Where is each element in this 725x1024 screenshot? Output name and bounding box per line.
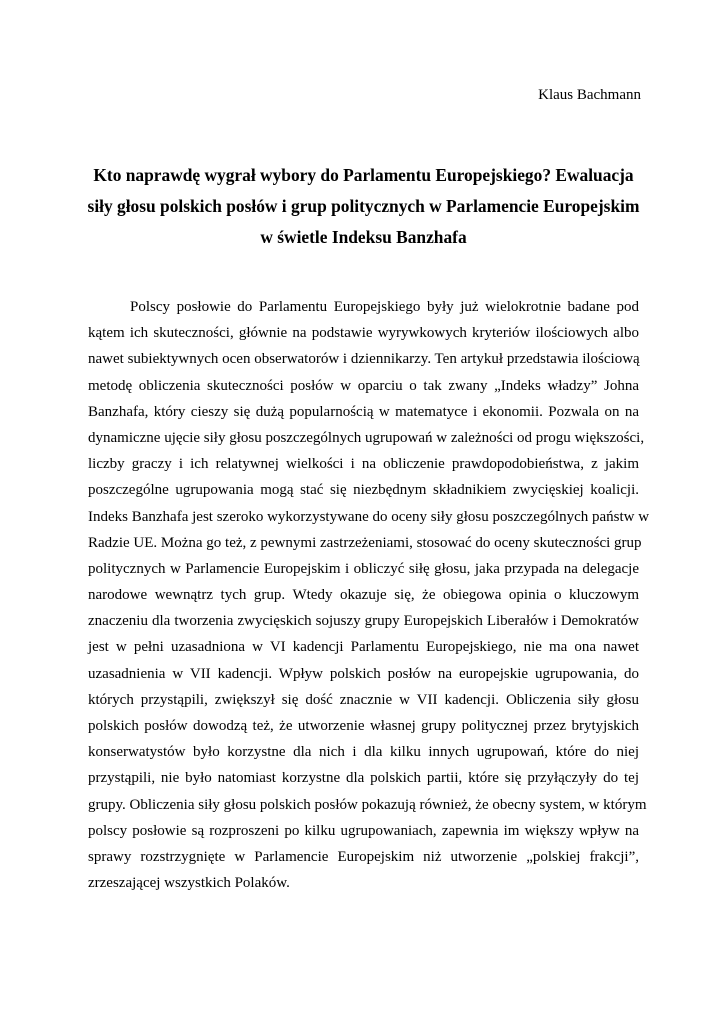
title-line: siły głosu polskich posłów i grup politycznych w Parlamencie Europejskim <box>87 196 640 216</box>
title-line: Kto naprawdę wygrał wybory do Parlamentu Europejskiego? Ewaluacja <box>93 165 634 185</box>
paragraph-line: przystąpili, nie było natomiast korzystne dla polskich partii, które się przyłączyły do tej <box>88 770 639 787</box>
paragraph-line: polscy posłowie są rozproszeni po kilku ugrupowaniach, zapewnia im większy wpływ na <box>88 822 639 839</box>
title-line: w świetle Indeksu Banzhafa <box>260 227 467 247</box>
paragraph-line: Radzie UE. Można go też, z pewnymi zastrzeżeniami, stosować do oceny skuteczności grup <box>88 534 642 551</box>
paragraph-line: liczby graczy i ich relatywnej wielkości i na obliczenie prawdopodobieństwa, z jakim <box>88 456 639 473</box>
paragraph-line: konserwatystów było korzystne dla nich i dla kilku innych ugrupowań, które do niej <box>88 744 639 761</box>
paragraph-line: których przystąpili, zwiększył się dość znacznie w VII kadencji. Obliczenia siły głosu <box>88 691 639 708</box>
paragraph-line: sprawy rozstrzygnięte w Parlamencie Europejskim niż utworzenie „polskiej frakcji”, <box>88 848 639 865</box>
paragraph-line: Polscy posłowie do Parlamentu Europejskiego były już wielokrotnie badane pod <box>130 299 639 315</box>
paragraph-line: jest w pełni uzasadniona w VI kadencji Parlamentu Europejskiego, nie ma ona nawet <box>88 639 639 656</box>
paragraph-line: metodę obliczenia skuteczności posłów w oparciu o tak zwany „Indeks władzy” Johna <box>88 377 639 394</box>
paragraph-line: kątem ich skuteczności, głównie na podstawie wyrywkowych kryteriów ilościowych albo <box>88 325 639 342</box>
paragraph-line: nawet subiektywnych ocen obserwatorów i dziennikarzy. Ten artykuł przedstawia ilościową <box>88 351 640 368</box>
paragraph-line: zrzeszającej wszystkich Polaków. <box>88 875 290 892</box>
abstract-paragraph <box>88 294 650 896</box>
paragraph-line: politycznych w Parlamencie Europejskim i obliczyć siłę głosu, jaka przypada na delegacje <box>88 560 639 577</box>
paragraph-line: uzasadnienia w VII kadencji. Wpływ polskich posłów na europejskie ugrupowania, do <box>88 665 639 682</box>
paragraph-line: polskich posłów dowodzą też, że utworzenie własnej grupy politycznej przez brytyjskich <box>88 718 639 734</box>
paragraph-line: poszczególne ugrupowania mogą stać się niezbędnym składnikiem zwycięskiej koalicji. <box>88 482 639 499</box>
paragraph-line: dynamiczne ujęcie siły głosu poszczególnych ugrupowań w zależności od progu większości, <box>88 429 645 446</box>
article-title <box>70 160 657 253</box>
author-name: Klaus Bachmann <box>538 87 641 103</box>
paragraph-line: Banzhafa, który cieszy się dużą popularnością w matematyce i ekonomii. Pozwala on na <box>88 403 639 420</box>
paragraph-line: Indeks Banzhafa jest szeroko wykorzystywane do oceny siły głosu poszczególnych państw w <box>88 508 650 525</box>
paragraph-line: narodowe wewnątrz tych grup. Wtedy okazuje się, że obiegowa opinia o kluczowym <box>88 587 639 604</box>
paragraph-line: znaczeniu dla tworzenia zwycięskich sojuszy grupy Europejskich Liberałów i Demokratów <box>88 613 639 630</box>
paragraph-line: grupy. Obliczenia siły głosu polskich posłów pokazują również, że obecny system, w którym <box>88 796 647 813</box>
